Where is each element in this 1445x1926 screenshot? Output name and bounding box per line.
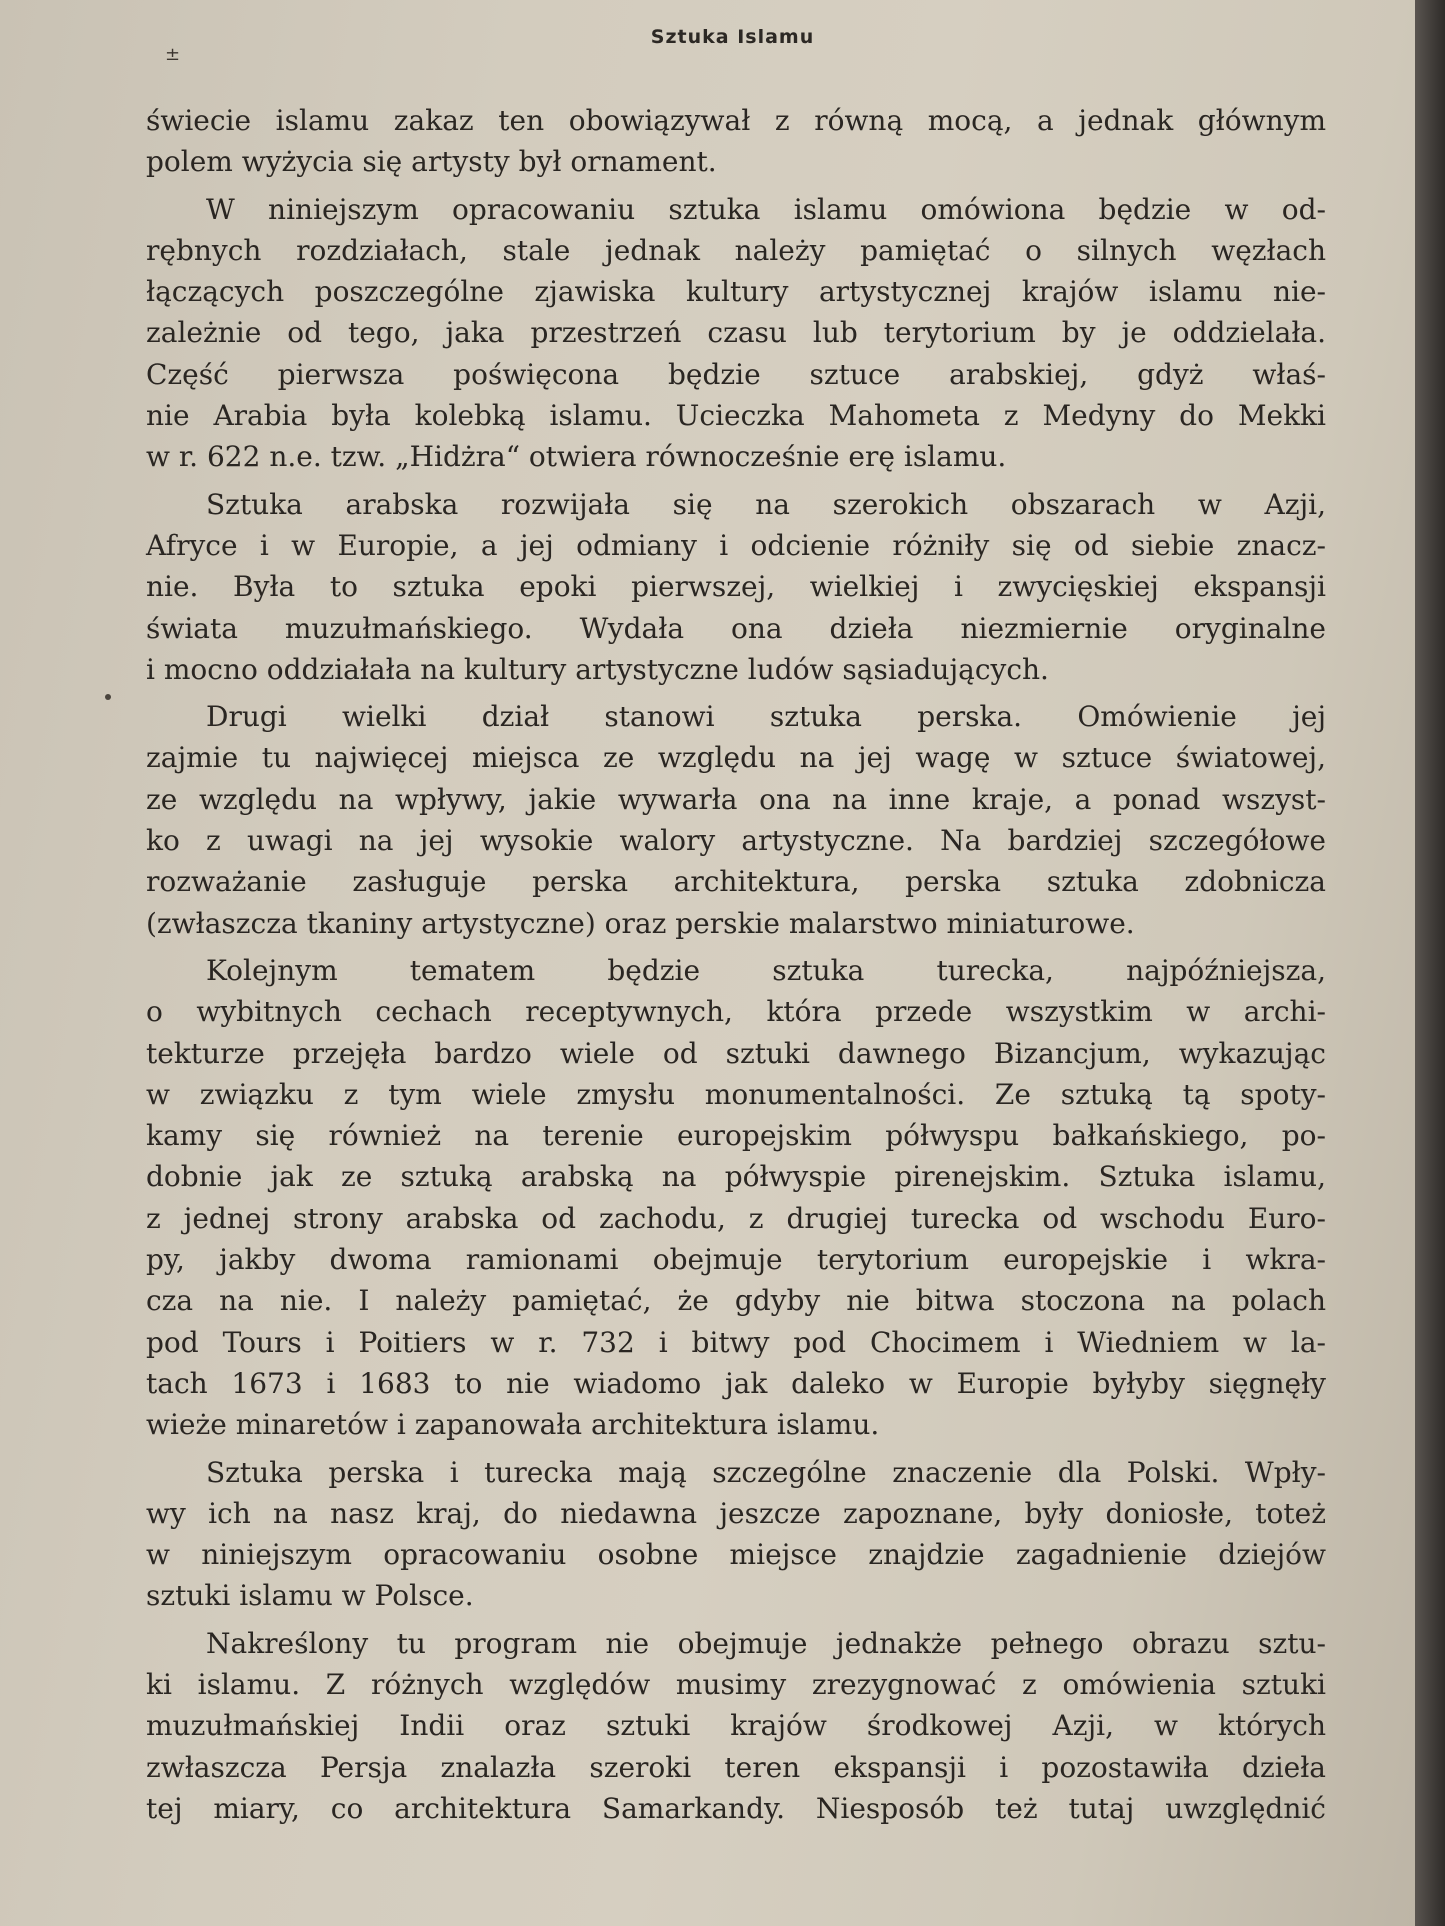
text-line: dobnie jak ze sztuką arabską na półwyspie pirenejskim. Sztuka islamu,	[146, 1160, 1326, 1194]
text-line: tach 1673 i 1683 to nie wiadomo jak daleko w Europie byłyby sięgnęły	[146, 1366, 1326, 1400]
text-line: Część pierwsza poświęcona będzie sztuce arabskiej, gdyż właś-	[146, 357, 1326, 391]
paragraph	[146, 100, 1326, 183]
text-line: sztuki islamu w Polsce.	[146, 1579, 474, 1613]
text-line: (zwłaszcza tkaniny artystyczne) oraz perskie malarstwo miniaturowe.	[146, 906, 1135, 940]
text-line: rębnych rozdziałach, stale jednak należy pamiętać o silnych węzłach	[146, 233, 1326, 267]
text-line: zależnie od tego, jaka przestrzeń czasu lub terytorium by je oddzielała.	[146, 316, 1326, 350]
text-line: świecie islamu zakaz ten obowiązywał z równą mocą, a jednak głównym	[146, 104, 1326, 137]
text-line: W niniejszym opracowaniu sztuka islamu omówiona będzie w od-	[206, 192, 1326, 226]
text-line: i mocno oddziałała na kultury artystyczne ludów sąsiadujących.	[146, 652, 1049, 686]
text-line: zajmie tu najwięcej miejsca ze względu na jej wagę w sztuce światowej,	[146, 741, 1326, 775]
text-line: ko z uwagi na jej wysokie walory artystyczne. Na bardziej szczegółowe	[146, 824, 1326, 858]
paragraph	[146, 1452, 1326, 1617]
text-line: py, jakby dwoma ramionami obejmuje terytorium europejskie i wkra-	[146, 1243, 1326, 1277]
text-line: ze względu na wpływy, jakie wywarła ona na inne kraje, a ponad wszyst-	[146, 782, 1326, 816]
text-line: muzułmańskiej Indii oraz sztuki krajów środkowej Azji, w których	[146, 1709, 1326, 1743]
text-line: Afryce i w Europie, a jej odmiany i odcienie różniły się od siebie znacz-	[146, 528, 1326, 562]
text-line: Drugi wielki dział stanowi sztuka perska. Omówienie jej	[206, 700, 1326, 734]
text-line: pod Tours i Poitiers w r. 732 i bitwy pod Chocimem i Wiedniem w la-	[146, 1325, 1326, 1359]
text-line: Sztuka arabska rozwijała się na szerokich obszarach w Azji,	[206, 487, 1326, 521]
text-line: wy ich na nasz kraj, do niedawna jeszcze zapoznane, były doniosłe, toteż	[146, 1496, 1326, 1530]
text-line: w związku z tym wiele zmysłu monumentalności. Ze sztuką tą spoty-	[146, 1077, 1326, 1111]
text-line: w r. 622 n.e. tzw. „Hidżra“ otwiera równocześnie erę islamu.	[146, 440, 1007, 474]
paragraph	[146, 696, 1326, 944]
adjacent-page-edge	[1415, 0, 1445, 1926]
running-header-title: Sztuka Islamu	[650, 26, 815, 48]
text-line: Sztuka perska i turecka mają szczególne znaczenie dla Polski. Wpły-	[206, 1455, 1326, 1489]
text-line: nie. Była to sztuka epoki pierwszej, wielkiej i zwycięskiej ekspansji	[146, 570, 1326, 604]
text-line: w niniejszym opracowaniu osobne miejsce znajdzie zagadnienie dziejów	[146, 1538, 1326, 1572]
body-text	[146, 100, 1326, 1829]
text-line: o wybitnych cechach receptywnych, która przede wszystkim w archi-	[146, 995, 1326, 1029]
text-line: nie Arabia była kolebką islamu. Ucieczka Mahometa z Medyny do Mekki	[146, 399, 1326, 433]
text-line: wieże minaretów i zapanowała architektura islamu.	[146, 1408, 880, 1442]
text-line: ki islamu. Z różnych względów musimy zrezygnować z omówienia sztuki	[146, 1667, 1326, 1701]
text-line: tekturze przejęła bardzo wiele od sztuki dawnego Bizancjum, wykazując	[146, 1036, 1326, 1070]
text-line: świata muzułmańskiego. Wydała ona dzieła niezmiernie oryginalne	[146, 611, 1326, 645]
text-line: cza na nie. I należy pamiętać, że gdyby nie bitwa stoczona na polach	[146, 1284, 1326, 1318]
text-line: z jednej strony arabska od zachodu, z drugiej turecka od wschodu Euro-	[146, 1201, 1326, 1235]
text-line: zwłaszcza Persja znalazła szeroki teren ekspansji i pozostawiła dzieła	[146, 1750, 1326, 1784]
text-line: kamy się również na terenie europejskim półwyspu bałkańskiego, po-	[146, 1119, 1326, 1153]
print-speck	[105, 694, 111, 700]
paragraph	[146, 950, 1326, 1446]
paragraph	[146, 1623, 1326, 1829]
text-line: Kolejnym tematem będzie sztuka turecka, najpóźniejsza,	[206, 953, 1326, 987]
paragraph	[146, 189, 1326, 478]
page-mark: ±	[165, 44, 181, 65]
paragraph	[146, 484, 1326, 690]
text-line: rozważanie zasługuje perska architektura, perska sztuka zdobnicza	[146, 865, 1326, 899]
text-line: polem wyżycia się artysty był ornament.	[146, 145, 717, 179]
text-line: tej miary, co architektura Samarkandy. Niesposób też tutaj uwzględnić	[146, 1791, 1326, 1825]
text-line: łączących poszczególne zjawiska kultury artystycznej krajów islamu nie-	[146, 275, 1326, 309]
text-line: Nakreślony tu program nie obejmuje jednakże pełnego obrazu sztu-	[206, 1626, 1326, 1660]
